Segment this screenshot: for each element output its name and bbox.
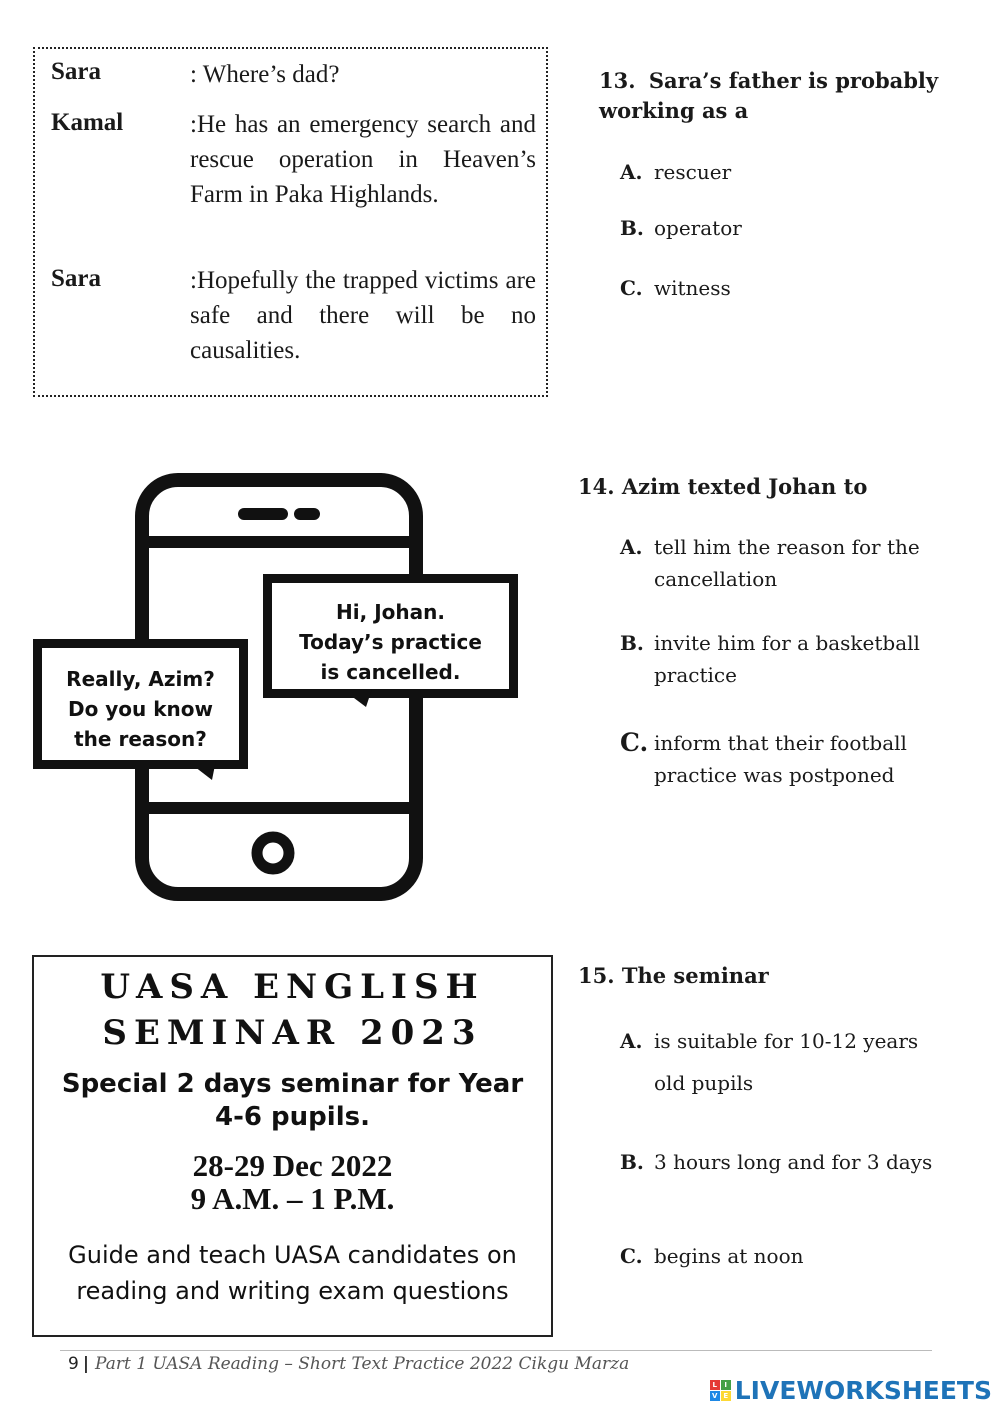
question-15-stem (578, 961, 958, 991)
speaker-name: Sara (51, 265, 101, 292)
page-number: 9 (68, 1354, 79, 1374)
poster-time: 9 A.M. – 1 P.M. (190, 1181, 395, 1216)
poster-title: UASA ENGLISH (100, 967, 485, 1007)
page-footer (68, 1354, 629, 1374)
q15-option-a[interactable] (620, 1020, 970, 1110)
message-line: is cancelled. (320, 660, 461, 684)
option-letter: B. (620, 631, 644, 655)
dialogue-line: : Where’s dad? (190, 61, 340, 88)
option-text: 3 hours long and for 3 days (654, 1150, 933, 1174)
poster-subtitle: 4-6 pupils. (215, 1102, 370, 1132)
option-letter: A. (620, 160, 643, 184)
question-13-stem (599, 66, 969, 126)
message-bubble-azim (263, 574, 518, 698)
dialogue-box (33, 47, 548, 397)
message-line: Hi, Johan. (336, 600, 445, 624)
option-text: inform that their football practice was postponed (654, 731, 907, 787)
option-text: operator (654, 216, 742, 240)
option-text: rescuer (654, 160, 732, 184)
option-text: invite him for a basketball practice (654, 631, 920, 687)
poster-description: reading and writing exam questions (76, 1277, 509, 1305)
question-number: 15. (578, 963, 615, 988)
q14-option-b[interactable] (620, 627, 970, 697)
bubble-tail-icon (182, 760, 222, 784)
q14-option-c[interactable] (620, 727, 970, 797)
option-text: is suitable for 10-12 years old pupils (654, 1029, 919, 1095)
dialogue-line: :Hopefully the trapped victims are safe and there will be no causalities. (190, 267, 536, 364)
dialogue-line: :He has an emergency search and rescue operation in Heaven’s Farm in Paka Highlands. (190, 111, 536, 208)
message-line: Do you know (67, 697, 214, 721)
bubble-tail-icon (338, 689, 378, 713)
question-number: 14. (578, 474, 615, 499)
option-letter: A. (620, 1029, 643, 1053)
poster-date: 28-29 Dec 2022 (192, 1148, 393, 1183)
poster-title: SEMINAR 2023 (102, 1013, 483, 1053)
poster-description: Guide and teach UASA candidates on (68, 1241, 517, 1269)
seminar-poster (32, 955, 553, 1337)
message-line: the reason? (74, 727, 207, 751)
brand-name: LIVEWORKSHEETS (734, 1376, 992, 1405)
footer-title: Part 1 UASA Reading – Short Text Practice 2022 Cikgu Marza (95, 1354, 630, 1374)
option-letter: B. (620, 216, 644, 240)
poster-subtitle: Special 2 days seminar for Year (61, 1069, 524, 1099)
option-letter: C. (620, 276, 643, 300)
message-line: Really, Azim? (66, 667, 215, 691)
q14-option-a[interactable] (620, 531, 970, 601)
liveworksheets-brand[interactable] (710, 1376, 992, 1405)
option-letter: A. (620, 535, 643, 559)
message-bubble-johan (33, 639, 248, 769)
footer-divider (60, 1350, 932, 1351)
option-letter: B. (620, 1150, 644, 1174)
option-letter: C. (620, 728, 649, 757)
liveworksheets-logo-icon: L I V E (710, 1380, 731, 1401)
option-text: begins at noon (654, 1244, 804, 1268)
question-text: Azim texted Johan to (621, 474, 868, 499)
option-text: witness (654, 276, 731, 300)
speaker-name: Kamal (51, 109, 124, 136)
option-letter: C. (620, 1244, 643, 1268)
message-line: Today’s practice (299, 630, 482, 654)
speaker-name: Sara (51, 58, 101, 85)
question-text: Sara’s father is probably working as a (599, 68, 939, 123)
question-text: The seminar (621, 963, 769, 988)
question-number: 13. (599, 68, 636, 93)
question-14-stem (578, 472, 958, 502)
footer-separator: | (82, 1354, 90, 1374)
option-text: tell him the reason for the cancellation (654, 535, 920, 591)
